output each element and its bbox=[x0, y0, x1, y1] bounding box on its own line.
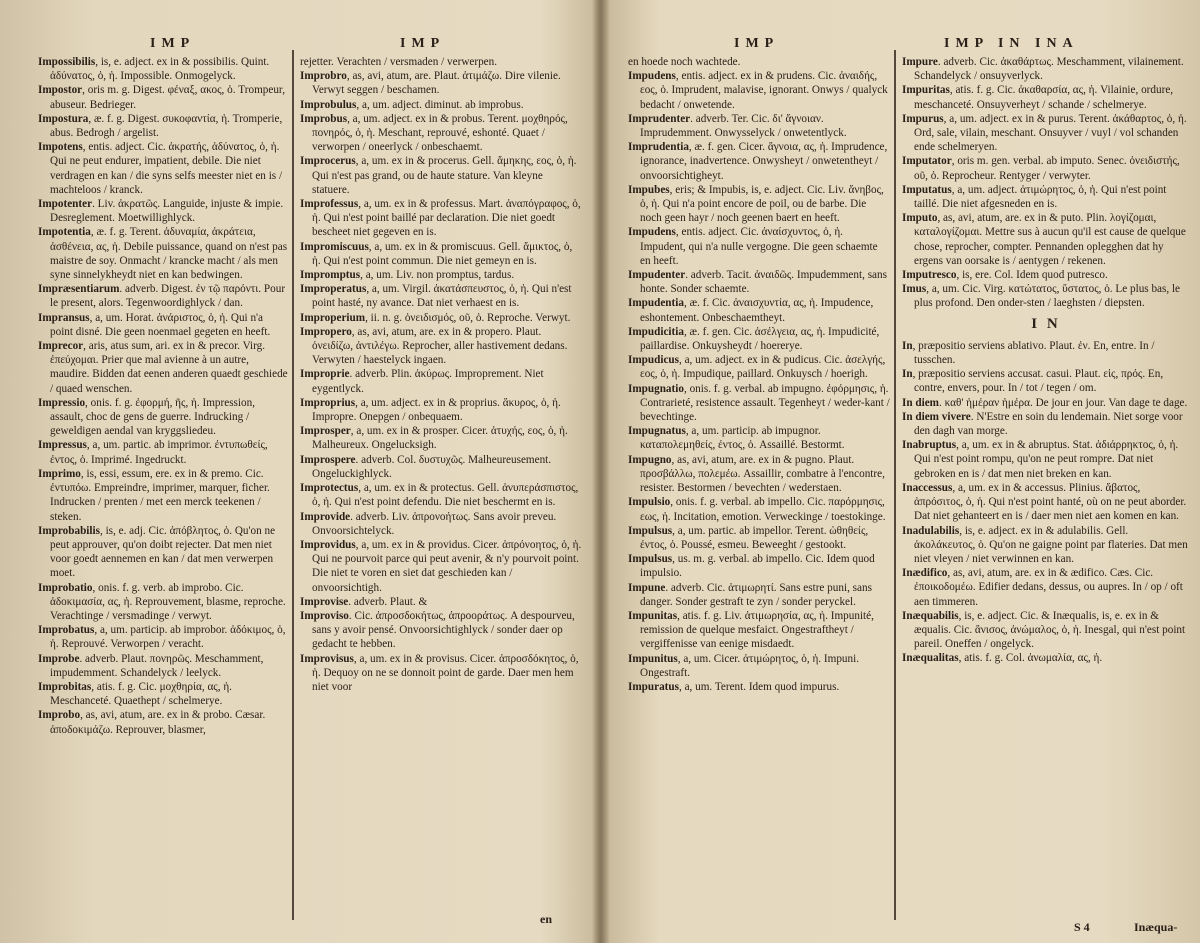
entry-headword: Improtectus bbox=[300, 482, 359, 495]
section-heading-in: I N bbox=[1031, 315, 1061, 332]
dictionary-entry bbox=[300, 481, 582, 509]
entry-definition: , æ. f. g. Digest. συκοφαντία, ἡ. Tromperie, abus. Bedrogh / argelist. bbox=[50, 112, 283, 140]
dictionary-entry bbox=[38, 83, 288, 111]
entry-headword: Impromptus bbox=[300, 269, 361, 282]
entry-headword: Improspere bbox=[300, 453, 356, 466]
entry-definition: , eris; & Impubis, is, e. adject. Cic. Liv. ἄνηβος, ὁ, ἡ. Qui n'a point encore de poil, ou de barbe. Die noch geen hayr / noch geenen baert en heeft. bbox=[640, 183, 884, 225]
dictionary-entry bbox=[902, 282, 1190, 310]
entry-definition: , as, avi, atum, are. ex in & pugno. Plaut. προσβάλλω, πολεμέω. Assaillir, combatre à l'encontre, resister. Bestormen / bevechten / wederstaen. bbox=[640, 453, 885, 495]
entry-headword: Inabruptus bbox=[902, 439, 957, 452]
entry-definition: , a, um. ex in & abruptus. Stat. ἀδιάρρηκτος, ὁ, ἡ. Qui n'est point rompu, qu'on ne peut rompre. Dat niet gebroken en is / dat men niet breken en kan. bbox=[914, 439, 1179, 480]
dictionary-entry bbox=[38, 55, 288, 83]
entry-definition: , præpositio serviens ablativo. Plaut. ἐν. En, entre. In / tusschen. bbox=[912, 339, 1155, 367]
entry-headword: Imprimo bbox=[38, 467, 81, 480]
entry-headword: Imputatus bbox=[902, 183, 952, 196]
dictionary-entry bbox=[902, 55, 1190, 83]
entry-definition: . adverb. Plaut. πονηρῶς. Meschamment, impudemment. Schandelyck / leelyck. bbox=[50, 652, 264, 679]
left-page-column-2 bbox=[300, 55, 582, 923]
entry-headword: Imputator bbox=[902, 155, 952, 168]
dictionary-entry bbox=[628, 680, 890, 694]
entry-definition: , a, um. Cicer. ἀτιμώρητος, ὁ, ἡ. Impuni. Ongestraft. bbox=[640, 652, 860, 679]
entry-headword: Improbo bbox=[38, 709, 81, 722]
right-page-column-2-bottom bbox=[902, 339, 1190, 666]
entry-definition: , a, um. adject. ex in & pudicus. Cic. ἀσελγής, εος, ὁ, ἡ. Impudique, paillard. Onkuysch / hoerigh. bbox=[640, 354, 886, 381]
entry-definition: , is, e. adject. ex in & adulabilis. Gell. ἀκολάκευτος, ὁ. Qu'on ne gaigne point par flateries. Dat men niet vleyen / niet verwinnen en kan. bbox=[914, 524, 1188, 565]
left-page-running-head-right: IMP bbox=[400, 36, 446, 51]
dictionary-entry bbox=[628, 353, 890, 381]
entry-headword: Impugnatus bbox=[628, 425, 686, 438]
left-page-running-head-left: IMP bbox=[150, 36, 196, 51]
entry-definition: . N'Estre en soin du lendemain. Niet sorge voor den dagh van morge. bbox=[914, 410, 1183, 438]
entry-definition: , is, e. adject. Cic. & Inæqualis, is, e. ex in & æqualis. Cic. ἄνισος, ἀνώμαλος, ὁ, ἡ. Inesgal, qui n'est point pareil. Oneffen / ongelyck. bbox=[914, 609, 1186, 651]
dictionary-entry bbox=[300, 367, 582, 395]
entry-definition: , a, um. adject. ex in & purus. Terent. ἀκάθαρτος, ὁ, ἡ. Ord, sale, vilain, meschant. Onsuyver / vuyl / vol schanden ende schelmeryen. bbox=[914, 112, 1187, 154]
entry-definition: , a, um. particip. ab impugnor. καταπολεμηθείς, έντος, ὁ. Assaillé. Bestormt. bbox=[640, 425, 845, 452]
dictionary-entry bbox=[38, 197, 288, 225]
entry-headword: Improbulus bbox=[300, 98, 357, 111]
left-page-column-1 bbox=[38, 55, 288, 923]
entry-definition: . adverb. Plaut. & bbox=[348, 595, 428, 608]
entry-definition: . adverb. Tacit. ἀναιδῶς. Impudemment, sans honte. Sonder schaemte. bbox=[640, 269, 887, 296]
entry-definition: , as, avi, atum, are. ex in & ædifico. Cæs. Cic. ἐποικοδομέω. Edifier dedans, dessus, ou aupres. In / op / oft aen timmeren. bbox=[914, 567, 1183, 608]
entry-headword: Impotens bbox=[38, 141, 83, 154]
entry-headword: Impostor bbox=[38, 84, 83, 97]
dictionary-entry bbox=[300, 396, 582, 424]
entry-definition: , is, e. adject. ex in & possibilis. Quint. ἀδύνατος, ὁ, ἡ. Impossible. Onmogelyck. bbox=[50, 56, 270, 83]
entry-headword: Impostura bbox=[38, 112, 89, 125]
entry-headword: Imprecor bbox=[38, 340, 84, 353]
dictionary-entry bbox=[902, 651, 1190, 665]
entry-headword: Improcerus bbox=[300, 155, 356, 168]
dictionary-entry bbox=[300, 112, 582, 155]
dictionary-entry bbox=[300, 510, 582, 538]
dictionary-entry bbox=[628, 55, 890, 69]
dictionary-entry bbox=[628, 325, 890, 353]
entry-headword: Improbus bbox=[300, 112, 348, 125]
dictionary-entry bbox=[300, 311, 582, 325]
entry-headword: Impudicitia bbox=[628, 325, 684, 338]
dictionary-entry bbox=[38, 581, 288, 624]
entry-headword: Imprudentia bbox=[628, 141, 689, 154]
dictionary-entry bbox=[38, 282, 288, 310]
entry-headword: Inæquabilis bbox=[902, 609, 959, 622]
entry-definition: , onis. f. g. verb. ab improbo. Cic. ἀδοκιμασία, ας, ἡ. Reprouvement, blasme, reproche. Verachtinge / versmadinge / verwyt. bbox=[50, 581, 286, 622]
entry-headword: Impossibilis bbox=[38, 56, 96, 68]
dictionary-entry bbox=[628, 495, 890, 523]
entry-definition: , oris m. gen. verbal. ab imputo. Senec. ὀνειδιστής, οῦ, ὁ. Reprocheur. Rentyger / verwyter. bbox=[914, 155, 1180, 182]
dictionary-entry bbox=[38, 311, 288, 339]
entry-definition: , entis. adject. Cic. ἀκρατής, ἀδύνατος, ὁ, ἡ. Qui ne peut endurer, impatient, debile. Die niet verdragen en kan / die syns selfs meester niet en is / machteloos / kranck. bbox=[50, 141, 283, 196]
dictionary-entry bbox=[902, 524, 1190, 567]
dictionary-entry bbox=[300, 325, 582, 368]
dictionary-entry bbox=[902, 367, 1190, 395]
entry-definition: , us. m. g. verbal. ab impello. Cic. Idem quod impulsio. bbox=[640, 553, 875, 580]
entry-definition: . Cic. ἀπροσδοκήτως, ἀπροοράτως. A despourveu, sans y avoir pensé. Onvoorsichtighlyck / sonder daer op gedacht te hebben. bbox=[312, 609, 575, 651]
dictionary-entry bbox=[628, 268, 890, 296]
entry-definition: , entis. adject. Cic. ἀναίσχυντος, ὁ, ἡ. Impudent, qui n'a nulle vergogne. Die geen schaemte en heeft. bbox=[640, 226, 878, 267]
entry-definition: , onis. f. g. verbal. ab impello. Cic. παρόρμησις, εως, ἡ. Incitation, emotion. Verweckinge / toestokinge. bbox=[640, 496, 886, 523]
entry-headword: Improperium bbox=[300, 311, 366, 324]
entry-definition: , a, um. particip. ab improbor. ἀδόκιμος, ὁ, ἡ. Reprouvé. Verworpen / veracht. bbox=[50, 624, 286, 651]
entry-definition: , onis. f. g. verbal. ab impugno. ἐφόρμησις, ἡ. Contrarieté, resistence assault. Tegenheyt / weder-kant / bevechtinge. bbox=[640, 382, 890, 424]
entry-headword: Impudenter bbox=[628, 269, 686, 282]
entry-headword: Impræsentiarum bbox=[38, 283, 120, 296]
entry-headword: Impotenter bbox=[38, 198, 93, 211]
dictionary-entry bbox=[902, 268, 1190, 282]
entry-headword: Impulsus bbox=[628, 524, 673, 537]
entry-headword: In diem bbox=[902, 396, 939, 409]
entry-headword: Impressus bbox=[38, 439, 87, 452]
dictionary-entry bbox=[300, 240, 582, 268]
dictionary-entry bbox=[300, 69, 582, 97]
entry-headword: Impunitas bbox=[628, 609, 678, 622]
entry-headword: Impuratus bbox=[628, 680, 679, 693]
entry-definition: rejetter. Verachten / versmaden / verwerpen. bbox=[300, 56, 498, 68]
entry-headword: Imus bbox=[902, 283, 927, 296]
dictionary-entry bbox=[902, 481, 1190, 524]
entry-definition: , æ. f. gen. Cicer. ἄγνοια, ας, ἡ. Imprudence, ignorance, inadvertence. Onwysheyt / onwetentheyt / onvoorsichtigheyt. bbox=[640, 141, 888, 182]
dictionary-entry bbox=[628, 183, 890, 226]
dictionary-entry bbox=[628, 652, 890, 680]
dictionary-entry bbox=[902, 438, 1190, 481]
entry-definition: , entis. adject. ex in & prudens. Cic. ἀναιδής, εος, ὁ. Imprudent, malavise, ignorant. Onwys / qualyck bedacht / onwetende. bbox=[640, 70, 888, 111]
entry-headword: Impurus bbox=[902, 112, 944, 125]
entry-headword: Impunitus bbox=[628, 652, 678, 665]
entry-headword: Improbe bbox=[38, 652, 80, 665]
dictionary-entry bbox=[300, 652, 582, 695]
entry-headword: In diem vivere bbox=[902, 410, 971, 423]
entry-headword: Impudentia bbox=[628, 297, 684, 310]
entry-definition: , onis. f. g. ἐφορμή, ῆς, ἡ. Impression, assault, choc de gens de guerre. Indrucking / geweldigen aendal van kryggsliedeu. bbox=[50, 396, 255, 438]
entry-definition: , atis. f. g. Cic. ἀκαθαρσία, ας, ἡ. Vilainie, ordure, meschanceté. Onsuyverheyt / schande / schelmerye. bbox=[914, 84, 1174, 111]
dictionary-entry bbox=[300, 154, 582, 197]
right-page-column-2 bbox=[902, 55, 1190, 923]
entry-definition: , æ. f. g. Terent. ἀδυναμία, ἀκράτεια, ἀσθένεια, ας, ἡ. Debile puissance, quand on n'est pas maistre de soy. Onmacht / krancke macht / als men syne sinnelykheydt niet en kan bedwingen. bbox=[50, 226, 288, 282]
dictionary-entry bbox=[300, 55, 582, 69]
entry-headword: Impure bbox=[902, 56, 938, 68]
entry-headword: Impransus bbox=[38, 311, 90, 324]
entry-definition: , a, um. ex in & procerus. Gell. ἄμηκης, εος, ὁ, ἡ. Qui n'est pas grand, ou de haute stature. Van kleyne statuere. bbox=[312, 155, 577, 196]
dictionary-entry bbox=[38, 623, 288, 651]
dictionary-entry bbox=[38, 225, 288, 282]
dictionary-entry bbox=[902, 211, 1190, 268]
entry-headword: Impugnatio bbox=[628, 382, 684, 395]
entry-headword: Impudicus bbox=[628, 354, 679, 367]
dictionary-entry bbox=[902, 410, 1190, 438]
entry-definition: . adverb. Liv. ἀπρονοήτως. Sans avoir preveu. Onvoorsichtelyck. bbox=[312, 510, 557, 537]
entry-headword: Imprudenter bbox=[628, 112, 691, 125]
dictionary-entry bbox=[38, 680, 288, 708]
dictionary-entry bbox=[628, 524, 890, 552]
dictionary-entry bbox=[300, 98, 582, 112]
dictionary-entry bbox=[38, 140, 288, 197]
entry-headword: Impotentia bbox=[38, 226, 91, 239]
dictionary-entry bbox=[628, 552, 890, 580]
entry-definition: , atis. f. g. Cic. μοχθηρία, ας, ἡ. Meschanceté. Quaethept / schelmerye. bbox=[50, 680, 232, 708]
entry-headword: Impudens bbox=[628, 70, 676, 83]
dictionary-entry bbox=[902, 183, 1190, 211]
entry-definition: , a, um. adject. diminut. ab improbus. bbox=[356, 98, 524, 111]
entry-headword: Improprius bbox=[300, 396, 356, 409]
entry-definition: , a, um. ex in & provisus. Cicer. ἀπροσδόκητος, ὁ, ἡ. Dequoy on ne se donnoit point de garde. Daer men hem niet voor bbox=[312, 652, 579, 693]
entry-definition: . adverb. Plin. ἀκύρως. Improprement. Niet eygentlyck. bbox=[312, 368, 544, 395]
dictionary-entry bbox=[628, 296, 890, 324]
entry-definition: , aris, atus sum, ari. ex in & precor. Virg. ἐπεύχομαι. Prier que mal avienne à un autre, maudire. Bidden dat eenen anderen quaedt geschiede / quaed wenschen. bbox=[50, 340, 288, 395]
entry-definition: . adverb. Cic. ἀτιμωρητί. Sans estre puni, sans danger. Sonder gestraft te zyn / sonder peryckel. bbox=[640, 581, 872, 608]
dictionary-entry bbox=[902, 609, 1190, 652]
dictionary-entry bbox=[902, 339, 1190, 367]
entry-definition: , atis. f. g. Liv. ἀτιμωρησία, ας, ἡ. Impunité, remission de quelque mesfaict. Ongestraftheyt / vergiffenisse van eenige misdaedt. bbox=[640, 609, 874, 651]
dictionary-entry bbox=[628, 69, 890, 112]
entry-definition: . Liv. ἀκρατῶς. Languide, injuste & impie. Desreglement. Moetwillighlyck. bbox=[50, 198, 284, 225]
dictionary-entry bbox=[628, 382, 890, 425]
entry-headword: Impulsus bbox=[628, 553, 673, 566]
dictionary-entry bbox=[38, 339, 288, 396]
entry-definition: , a, um. partic. ab imprimor. ἐντυπωθείς, ἐντος, ὁ. Imprimé. Ingedruckt. bbox=[50, 439, 268, 466]
entry-headword: Improbatio bbox=[38, 581, 93, 594]
entry-headword: Impropero bbox=[300, 325, 352, 338]
dictionary-entry bbox=[902, 154, 1190, 182]
dictionary-entry bbox=[38, 396, 288, 439]
entry-headword: Inaccessus bbox=[902, 481, 953, 494]
right-page-running-head-right: IMP IN INA bbox=[944, 36, 1079, 51]
entry-definition: , a, um. partic. ab impellor. Terent. ὠθηθείς, έντος, ὁ. Poussé, esmeu. Beweeght / gestookt. bbox=[640, 524, 869, 551]
dictionary-entry bbox=[300, 282, 582, 310]
entry-definition: . adverb. Col. δυστυχῶς. Malheureusement. Ongeluckighlyck. bbox=[312, 453, 552, 480]
entry-definition: , a, um. adject. ex in & proprius. ἄκυρος, ὁ, ἡ. Impropre. Onepgen / onbequaem. bbox=[312, 396, 561, 424]
dictionary-entry bbox=[902, 396, 1190, 410]
entry-headword: Improsper bbox=[300, 425, 351, 438]
entry-headword: Improbitas bbox=[38, 680, 92, 693]
entry-headword: Improbatus bbox=[38, 624, 95, 637]
entry-definition: , is, essi, essum, ere. ex in & premo. Cic. ἐντυπόω. Empreindre, imprimer, marquer, ficher. Indrucken / prenten / met een merck teekenen / steken. bbox=[50, 467, 270, 523]
right-page bbox=[604, 0, 1200, 943]
entry-definition: , atis. f. g. Col. ἀνωμαλία, ας, ἡ. bbox=[958, 652, 1103, 665]
entry-definition: , a, um. adject. ex in & probus. Terent. μοχθηρός, πονηρός, ὁ, ἡ. Meschant, reprouvé, eshonté. Quaet / verworpen / oneerlyck / onbeschaemt. bbox=[312, 112, 568, 154]
entry-definition: , a, um. Terent. Idem quod impurus. bbox=[678, 680, 840, 693]
entry-definition: , præpositio serviens accusat. casui. Plaut. εἰς, πρός. En, contre, envers, pour. In / tot / tegen / om. bbox=[912, 368, 1164, 395]
entry-definition: , a, um. adject. ἀτιμώρητος, ὁ, ἡ. Qui n'est point taillé. Die niet afgesneden en is. bbox=[914, 183, 1167, 211]
entry-headword: Improbabilis bbox=[38, 524, 100, 537]
entry-definition: en hoede noch wachtede. bbox=[628, 56, 741, 68]
entry-headword: Inadulabilis bbox=[902, 524, 960, 537]
dictionary-entry bbox=[628, 424, 890, 452]
entry-headword: Improfessus bbox=[300, 198, 359, 211]
entry-headword: In bbox=[902, 368, 913, 381]
entry-definition: . adverb. Ter. Cic. δι' ἄγνοιαν. Imprudemment. Onwysselyck / onwetentlyck. bbox=[640, 112, 847, 140]
entry-headword: Improbro bbox=[300, 70, 347, 83]
entry-definition: , æ. f. gen. Cic. ἀσέλγεια, ας, ἡ. Impudicité, paillardise. Onkuysheydt / hoererye. bbox=[640, 325, 880, 353]
dictionary-entry bbox=[38, 652, 288, 680]
entry-definition: , as, avi, atum, are. ex in & puto. Plin. λογίζομαι, καταλογίζομαι. Mettre sus à aucun qu'il est cause de quelque chose, reprocher, compter. Pennanden oplegghen dat hy ergens van oorsake is / aentygen / rekenen. bbox=[914, 212, 1186, 267]
entry-headword: Inædifico bbox=[902, 567, 948, 580]
entry-headword: Impromiscuus bbox=[300, 240, 369, 253]
dictionary-entry bbox=[902, 112, 1190, 155]
entry-headword: Improvide bbox=[300, 510, 351, 523]
entry-headword: Improviso bbox=[300, 609, 349, 622]
dictionary-entry bbox=[300, 609, 582, 652]
entry-headword: Improvidus bbox=[300, 538, 356, 551]
entry-headword: Impressio bbox=[38, 396, 86, 409]
right-page-column-1 bbox=[628, 55, 890, 923]
dictionary-entry bbox=[628, 112, 890, 140]
entry-definition: , a, um. Horat. ἀνάριστος, ὁ, ἡ. Qui n'a point disné. Die geen noenmael gegeten en heeft. bbox=[50, 311, 271, 338]
entry-definition: , a, um. ex in & promiscuus. Gell. ἄμικτος, ὁ, ἡ. Qui n'est point commun. Die niet gemeyn en is. bbox=[312, 240, 573, 267]
entry-definition: , as, avi, atum, are. ex in & probo. Cæsar. ἀποδοκιμάζω. Reprouver, blasmer, bbox=[50, 709, 266, 736]
dictionary-entry bbox=[628, 609, 890, 652]
dictionary-entry bbox=[902, 566, 1190, 609]
entry-definition: , is, ere. Col. Idem quod putresco. bbox=[956, 269, 1108, 282]
dictionary-entry bbox=[628, 225, 890, 268]
entry-definition: , a, um. Cic. Virg. κατώτατος, ὕστατος, ὁ. Le plus bas, le plus profond. Den onder-sten / laeghsten / diepsten. bbox=[914, 283, 1181, 310]
dictionary-entry bbox=[300, 424, 582, 452]
right-page-running-head-left: IMP bbox=[734, 36, 780, 51]
dictionary-entry bbox=[38, 438, 288, 466]
entry-definition: , oris m. g. Digest. φέναξ, ακος, ὁ. Trompeur, abuseur. Bedrieger. bbox=[50, 84, 286, 111]
entry-definition: , a, um. ex in & providus. Cicer. ἀπρόνοητος, ὁ, ἡ. Qui ne pourvoit parce qui peut avenir, & n'y pourvoit point. Die niet te voren en siet dat geschieden kan / onvoorsichtigh. bbox=[312, 538, 582, 594]
dictionary-entry bbox=[300, 538, 582, 595]
dictionary-entry bbox=[38, 708, 288, 736]
entry-headword: Imputresco bbox=[902, 269, 957, 282]
right-page-column-2-top bbox=[902, 55, 1190, 311]
entry-headword: Impune bbox=[628, 581, 666, 594]
entry-definition: , a, um. ex in & protectus. Gell. ἀνυπεράσπιστος, ὁ, ἡ. Qui n'est point defendu. Die niet beschermt en is. bbox=[312, 482, 579, 509]
entry-definition: , a, um. Virgil. ἀκατάσπευστος, ὁ, ἡ. Qui n'est point hasté, ny avance. Dat niet verhaest en is. bbox=[312, 283, 572, 310]
dictionary-entry bbox=[38, 467, 288, 524]
right-page-catchword: Inæqua- bbox=[1134, 920, 1178, 934]
dictionary-entry bbox=[38, 524, 288, 581]
dictionary-entry bbox=[300, 453, 582, 481]
entry-headword: Impudens bbox=[628, 226, 676, 239]
dictionary-entry bbox=[300, 595, 582, 609]
entry-definition: , a, um. ex in & accessus. Plinius. ἄβατος, ἀπρόσιτος, ὁ, ἡ. Qui n'est point hanté, où on ne peut aborder. Dat niet gehanteert en is / daer men niet aen komen en kan. bbox=[914, 481, 1187, 523]
left-page bbox=[0, 0, 598, 943]
entry-headword: Imputo bbox=[902, 212, 938, 225]
dictionary-entry bbox=[300, 268, 582, 282]
entry-definition: , a, um. ex in & prosper. Cicer. ἀτυχής, εος, ὁ, ἡ. Malheureux. Ongelucksigh. bbox=[312, 425, 568, 452]
entry-definition: , as, avi, atum, are. Plaut. ἀτιμάζω. Dire vilenie. Verwyt seggen / beschamen. bbox=[312, 70, 561, 97]
entry-definition: , is, e. adj. Cic. ἀπόβλητος, ὁ. Qu'on ne peut approuver, qu'on doibt rejecter. Dat men niet voor goedt aennemen en kan / dat men verwerpen moet. bbox=[50, 524, 276, 580]
entry-headword: Impulsio bbox=[628, 496, 671, 509]
dictionary-entry bbox=[628, 140, 890, 183]
dictionary-entry bbox=[38, 112, 288, 140]
right-page-column-rule bbox=[894, 50, 896, 920]
dictionary-entry bbox=[628, 453, 890, 496]
entry-headword: Improprie bbox=[300, 368, 350, 381]
entry-definition: , ii. n. g. ὀνειδισμός, οῦ, ὁ. Reproche. Verwyt. bbox=[365, 311, 571, 324]
entry-definition: , as, avi, atum, are. ex in & propero. Plaut. ὀνειδίζω, ἀντιλέγω. Reprocher, aller hastivement dedans. Verwyten / haestelyck ingaen. bbox=[312, 325, 568, 367]
entry-definition: , a, um. ex in & professus. Mart. ἀναπόγραφος, ὁ, ἡ. Qui n'est point baillé par declaration. Die niet goedt bescheet niet gegeven en is. bbox=[312, 198, 581, 239]
right-page-signature: S 4 bbox=[1074, 920, 1090, 934]
entry-definition: . adverb. Cic. ἀκαθάρτως. Meschamment, vilainement. Schandelyck / onsuyverlyck. bbox=[914, 56, 1184, 83]
dictionary-entry bbox=[300, 197, 582, 240]
left-page-column-rule bbox=[292, 50, 294, 920]
entry-headword: Impubes bbox=[628, 183, 670, 196]
entry-headword: Improvise bbox=[300, 595, 349, 608]
entry-headword: In bbox=[902, 339, 913, 352]
entry-definition: . καθ' ἡμέραν ἡμέρα. De jour en jour. Van dage te dage. bbox=[939, 396, 1188, 409]
entry-headword: Inæqualitas bbox=[902, 652, 959, 665]
entry-definition: , æ. f. Cic. ἀναισχυντία, ας, ἡ. Impudence, eshontement. Onbeschaemtheyt. bbox=[640, 297, 874, 324]
entry-headword: Impuritas bbox=[902, 84, 950, 97]
dictionary-entry bbox=[628, 581, 890, 609]
left-page-catchword: en bbox=[540, 912, 552, 926]
entry-definition: , a, um. Liv. non promptus, tardus. bbox=[360, 269, 515, 282]
entry-headword: Impugno bbox=[628, 453, 672, 466]
dictionary-entry bbox=[902, 83, 1190, 111]
entry-definition: . adverb. Digest. ἐν τῷ παρόντι. Pour le present, alors. Tegenwoordighlyck / dan. bbox=[50, 283, 286, 310]
entry-headword: Improvisus bbox=[300, 652, 354, 665]
entry-headword: Improperatus bbox=[300, 283, 367, 296]
